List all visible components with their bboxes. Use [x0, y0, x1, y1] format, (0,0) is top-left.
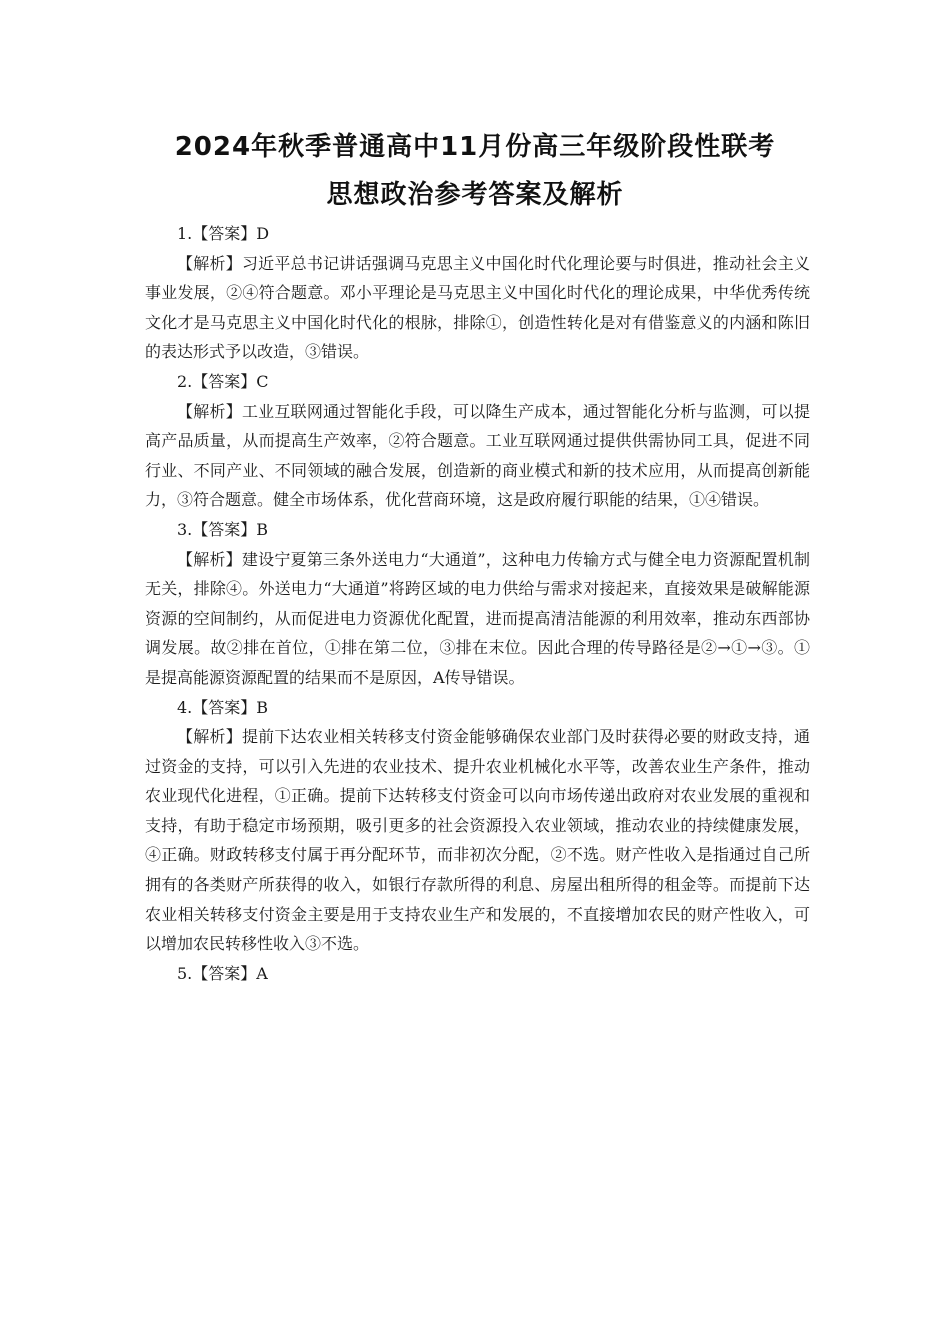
document-title: 2024年秋季普通高中11月份高三年级阶段性联考 — [174, 132, 776, 162]
document-subtitle: 思想政治参考答案及解析 — [326, 180, 624, 210]
explanation-4: 【解析】提前下达农业相关转移支付资金能够确保农业部门及时获得必要的财政支持，通过资金的支持，可以引入先进的农业技术、提升农业机械化水平等，改善农业生产条件，推动农业现代化进程，①正确。提前下达转移支付资金可以向市场传递出政府对农业发展的重视和支持，有助于稳定市场预期，吸引更多的社会资源投入农业领域，推动农业的持续健康发展，④正确。财政转移支付属于再分配环节，而非初次分配，②不选。财产性收入是指通过自己所拥有的各类财产所获得的收入，如银行存款所得的利息、房屋出租所得的租金等。而提前下达农业相关转移支付资金主要是用于支持农业生产和发展的，不直接增加农民的财产性收入，可以增加农民转移性收入③不选。 — [145, 727, 810, 954]
explanation-3: 【解析】建设宁夏第三条外送电力“大通道”，这种电力传输方式与健全电力资源配置机制无关，排除④。外送电力“大通道”将跨区域的电力供给与需求对接起来，直接效果是破解能源资源的空间制约，从而促进电力资源优化配置，进而提高清洁能源的利用效率，推动东西部协调发展。故②排在首位，①排在第二位，③排在末位。因此合理的传导路径是②→①→③。①是提高能源资源配置的结果而不是原因，A传导错误。 — [145, 549, 810, 687]
answer-4: 4.【答案】B — [177, 697, 269, 717]
answer-2: 2.【答案】C — [177, 371, 269, 391]
answer-3: 3.【答案】B — [177, 519, 269, 539]
answer-1: 1.【答案】D — [177, 224, 270, 243]
explanation-1: 【解析】习近平总书记讲话强调马克思主义中国化时代化理论要与时俱进，推动社会主义事业发展，②④符合题意。邓小平理论是马克思主义中国化时代化的理论成果，中华优秀传统文化才是马克思主义中国化时代化的根脉，排除①，创造性转化是对有借鉴意义的内涵和陈旧的表达形式予以改造，③错误。 — [145, 253, 810, 362]
explanation-2: 【解析】工业互联网通过智能化手段，可以降生产成本，通过智能化分析与监测，可以提高产品质量，从而提高生产效率，②符合题意。工业互联网通过提供供需协同工具，促进不同行业、不同产业、不同领域的融合发展，创造新的商业模式和新的技术应用，从而提高创新能力，③符合题意。健全市场体系，优化营商环境，这是政府履行职能的结果，①④错误。 — [145, 401, 810, 510]
answer-list — [145, 219, 810, 988]
answer-5: 5.【答案】A — [177, 963, 268, 983]
